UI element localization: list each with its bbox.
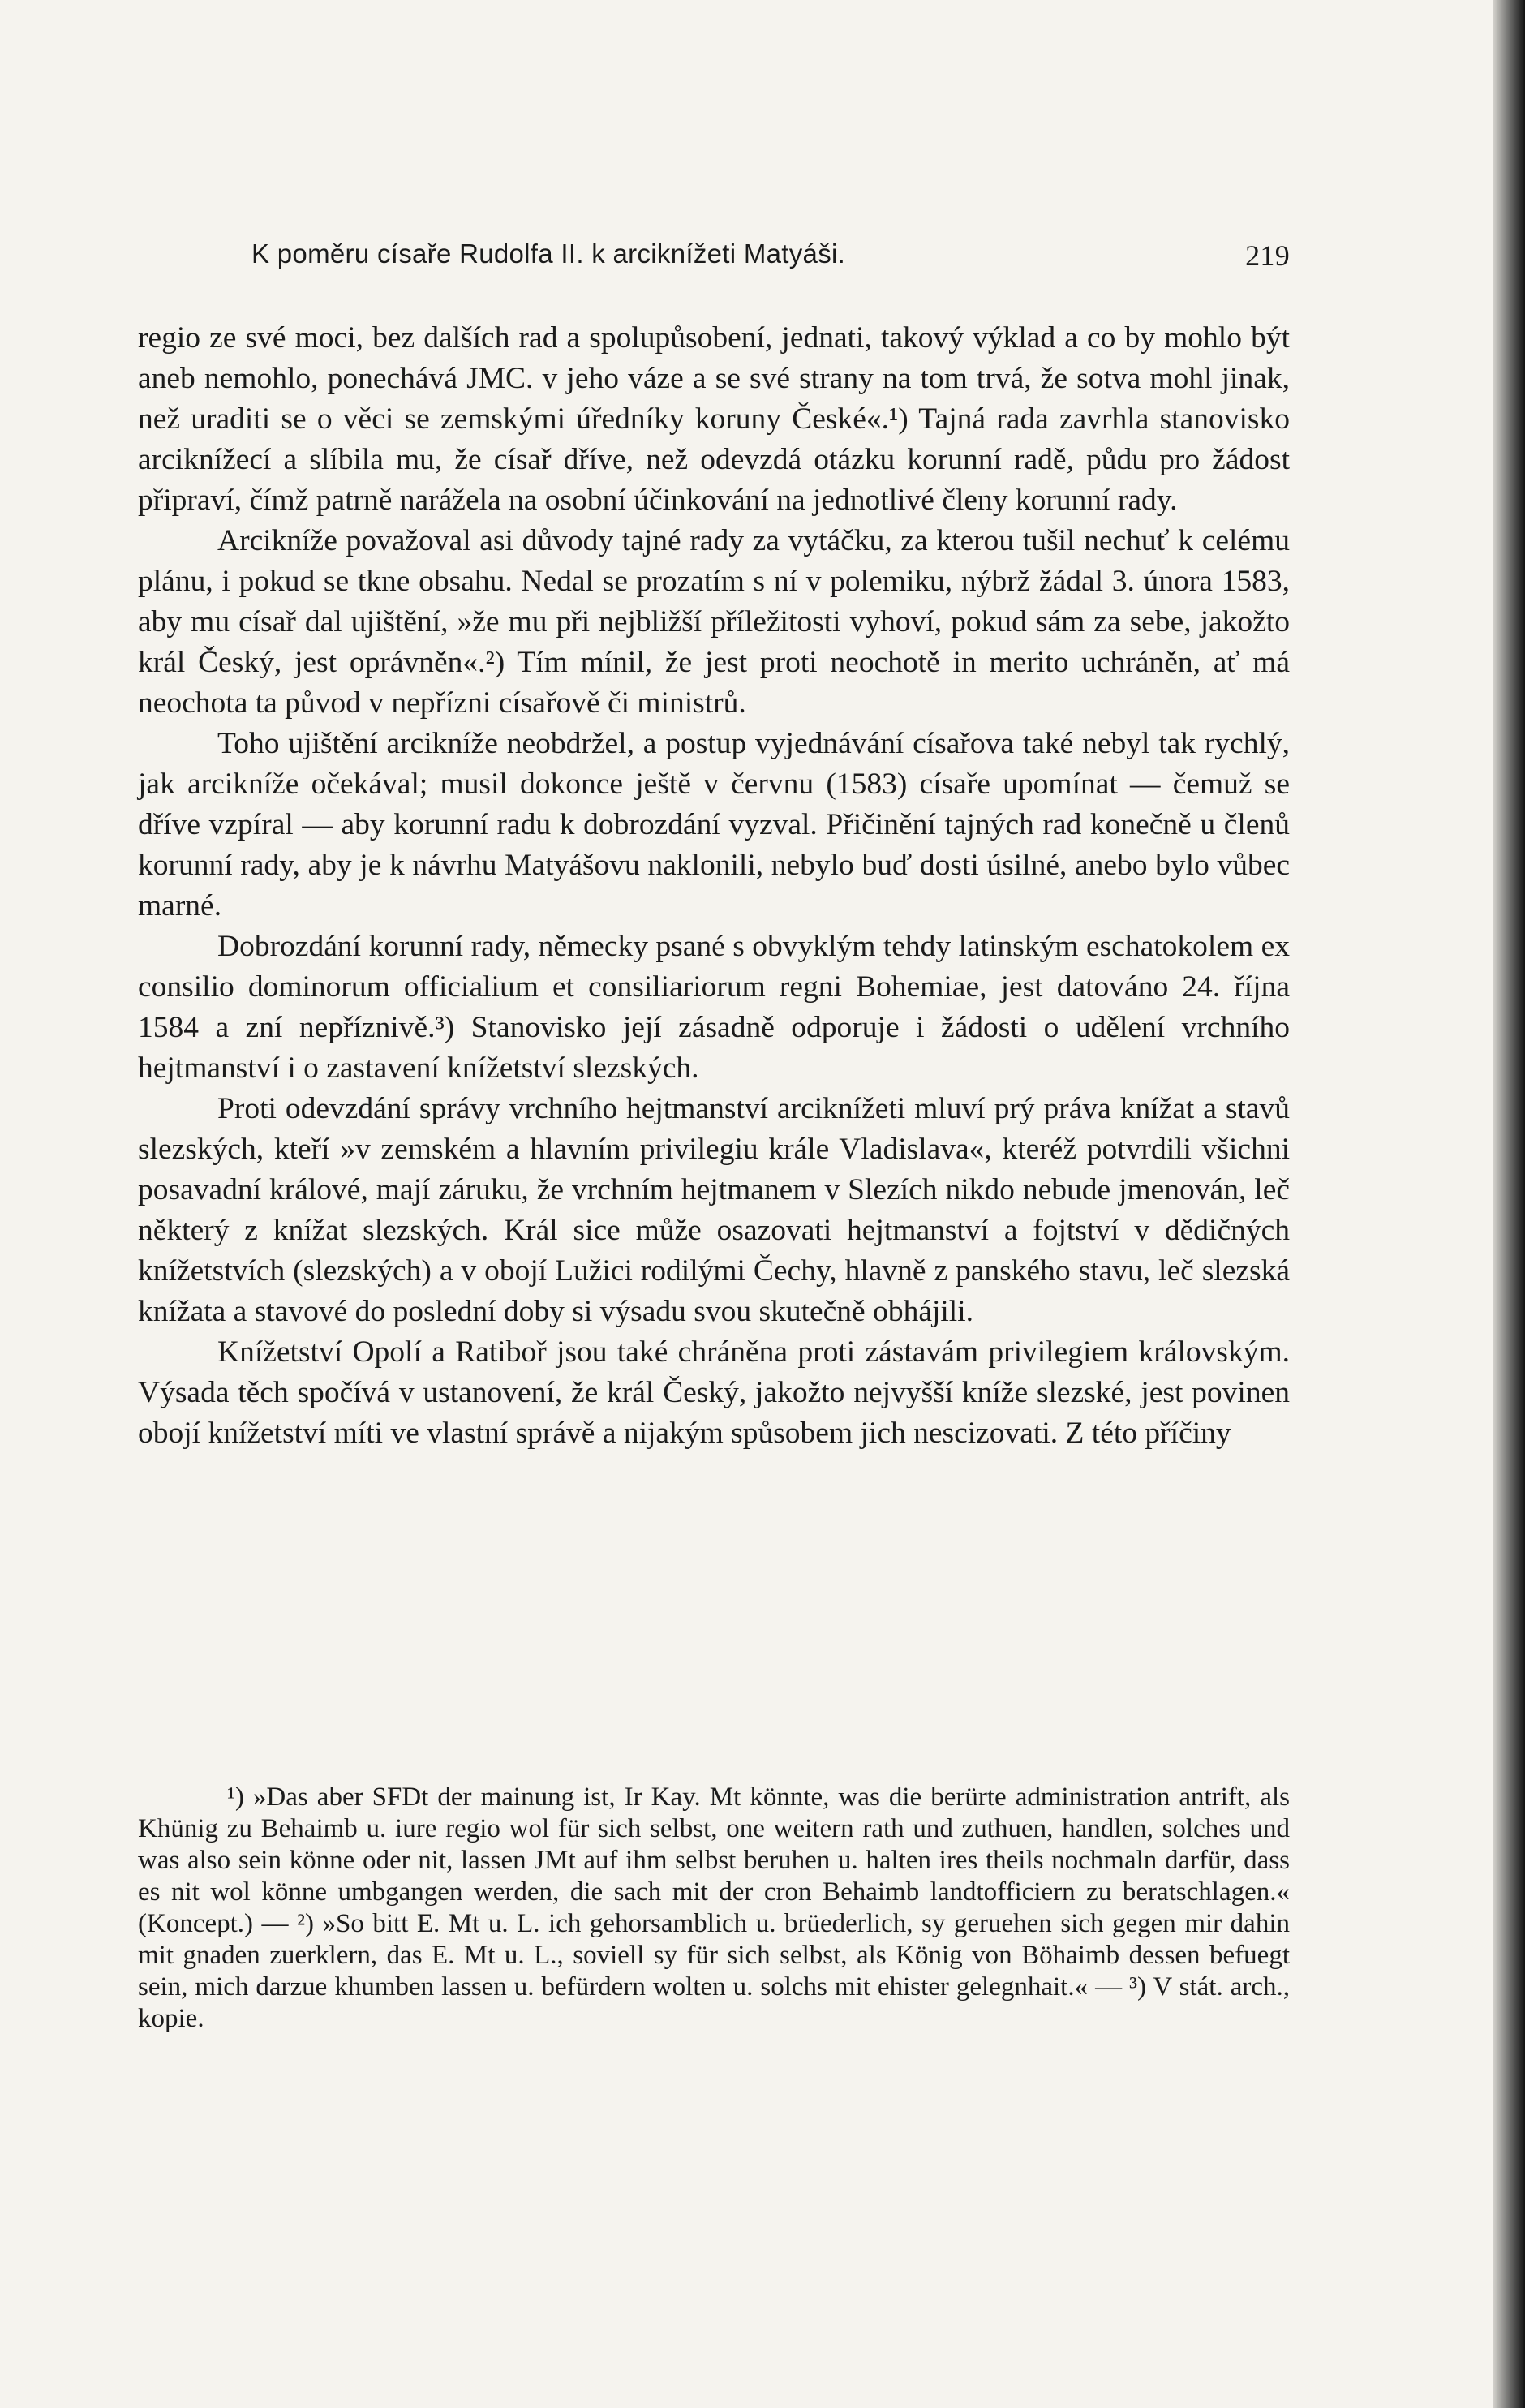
paragraph-1: regio ze své moci, bez dalších rad a spolupůsobení, jednati, takový výklad a co by mohlo být aneb nemohlo, ponechává JMC. v jeho váze a se své strany na tom trvá, že sotva mohl jinak, než uraditi se o věci se zemskými úředníky koruny České«.¹) Tajná rada zavrhla stanovisko arciknížecí a slíbila mu, že císař dříve, než odevzdá otázku korunní radě, půdu pro žádost připraví, čímž patrně narážela na osobní účinkování na jednotlivé členy korunní rady. bbox=[138, 321, 1290, 517]
paragraph-2: Arcikníže považoval asi důvody tajné rady za vytáčku, za kterou tušil nechuť k celému plánu, i pokud se tkne obsahu. Nedal se prozatím s ní v polemiku, nýbrž žádal 3. února 1583, aby mu císař dal ujištění, »že mu při nejbližší příležitosti vyhoví, pokud sám za sebe, jakožto král Český, jest oprávněn«.²) Tím mínil, že jest proti neochotě in merito uchráněn, ať má neochota ta původ v nepřízni císařově či ministrů. bbox=[138, 524, 1290, 720]
footnote-text: ¹) »Das aber SFDt der mainung ist, Ir Kay. Mt könnte, was die berürte administration antrift, als Khünig zu Behaimb u. iure regio wol für sich selbst, one weitern rath und zuthuen, handlen, solches und was also sein könne oder nit, lassen JMt auf ihm selbst beruhen u. halten ires theils nochmaln darfür, dass es nit wol könne umbgangen werden, die sach mit der cron Behaimb landtofficiern zu beratschlagen.« (Koncept.) — ²) »So bitt E. Mt u. L. ich gehorsamblich u. brüederlich, sy geruehen sich gegen mir dahin mit gnaden zuerklern, das E. Mt u. L., soviell sy für sich selbst, als König von Böhaimb dessen befuegt sein, mich darzue khumben lassen u. befürdern wolten u. solchs mit ehister gelegnhait.« — ³) V stát. arch., kopie. bbox=[138, 1782, 1290, 2033]
running-title: K poměru císaře Rudolfa II. k arciknížeti Matyáši. bbox=[251, 239, 846, 269]
page-number: 219 bbox=[1245, 239, 1290, 272]
paragraph-6: Knížetství Opolí a Ratiboř jsou také chráněna proti zástavám privilegiem královským. Výsada těch spočívá v ustanovení, že král Český, jakožto nejvyšší kníže slezské, jest povinen obojí knížetství míti ve vlastní správě a nijakým spůsobem jich nescizovati. Z této příčiny bbox=[138, 1335, 1290, 1450]
footnotes bbox=[138, 1782, 1290, 2035]
main-text bbox=[138, 318, 1290, 1454]
page-edge bbox=[1493, 0, 1525, 2408]
paragraph-4: Dobrozdání korunní rady, německy psané s obvyklým tehdy latinským eschatokolem ex consilio dominorum officialium et consiliariorum regni Bohemiae, jest datováno 24. října 1584 a zní nepříznivě.³) Stanovisko její zásadně odporuje i žádosti o udělení vrchního hejtmanství i o zastavení knížetství slezských. bbox=[138, 930, 1290, 1085]
paragraph-5: Proti odevzdání správy vrchního hejtmanství arciknížeti mluví prý práva knížat a stavů slezských, kteří »v zemském a hlavním privilegiu krále Vladislava«, kteréž potvrdili všichni posavadní králové, mají záruku, že vrchním hejtmanem v Slezích nikdo nebude jmenován, leč některý z knížat slezských. Král sice může osazovati hejtmanství a fojtství v dědičných knížetstvích (slezských) a v obojí Lužici rodilými Čechy, hlavně z panského stavu, leč slezská knížata a stavové do poslední doby si výsadu svou skutečně obhájili. bbox=[138, 1092, 1290, 1328]
running-head bbox=[138, 239, 1290, 279]
paragraph-3: Toho ujištění arcikníže neobdržel, a postup vyjednávání císařova také nebyl tak rychlý, jak arcikníže očekával; musil dokonce ještě v červnu (1583) císaře upomínat — čemuž se dříve vzpíral — aby korunní radu k dobrozdání vyzval. Přičinění tajných rad konečně u členů korunní rady, aby je k návrhu Matyášovu naklonili, nebylo buď dosti úsilné, anebo bylo vůbec marné. bbox=[138, 727, 1290, 922]
